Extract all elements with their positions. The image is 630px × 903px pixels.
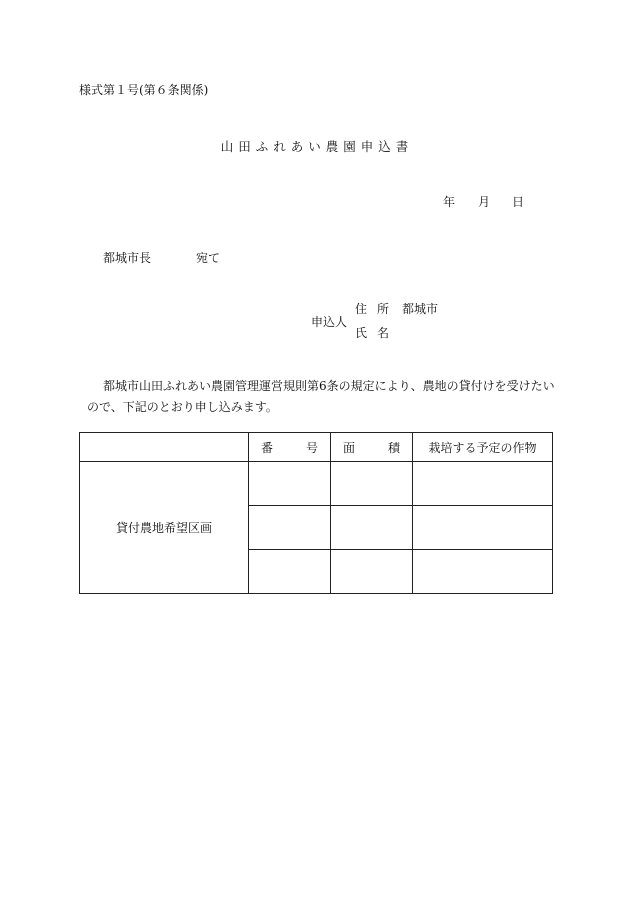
name-label: 氏名 [355,326,400,340]
plot-number-cell[interactable] [249,506,331,550]
plot-area-cell[interactable] [331,506,413,550]
row-label-plot-request: 貸付農地希望区画 [80,462,249,594]
plot-request-table [79,432,553,594]
address-value: 都城市 [402,302,439,316]
applicant-label: 申込人 [311,315,348,329]
header-area-char: 面 [343,440,356,455]
header-crop: 栽培する予定の作物 [413,433,553,462]
addressee-suffix: 宛て [196,251,221,265]
header-number [249,433,331,462]
date-day-label: 日 [512,195,525,209]
table-row [80,462,553,506]
plot-area-cell[interactable] [331,550,413,594]
table-header-row [80,433,553,462]
plot-area-cell[interactable] [331,462,413,506]
date-month-label: 月 [478,195,491,209]
header-number-char: 番 [261,440,274,455]
document-title: 山田ふれあい農園申込書 [220,139,414,154]
header-number-char: 号 [305,440,318,455]
header-area [331,433,413,462]
address-label: 住所 [355,302,400,316]
addressee-name: 都城市長 [103,251,152,265]
plot-number-cell[interactable] [249,550,331,594]
date-year-label: 年 [443,195,456,209]
plot-number-cell[interactable] [249,462,331,506]
planned-crop-cell[interactable] [413,506,553,550]
header-area-char: 積 [387,440,400,455]
form-number: 様式第１号(第６条関係) [79,83,209,97]
header-blank-cell [80,433,249,462]
planned-crop-cell[interactable] [413,550,553,594]
application-statement: 都城市山田ふれあい農園管理運営規則第6条の規定により、農地の貸付けを受けたいので、下記のとおり申し込みます。 [87,379,555,414]
planned-crop-cell[interactable] [413,462,553,506]
